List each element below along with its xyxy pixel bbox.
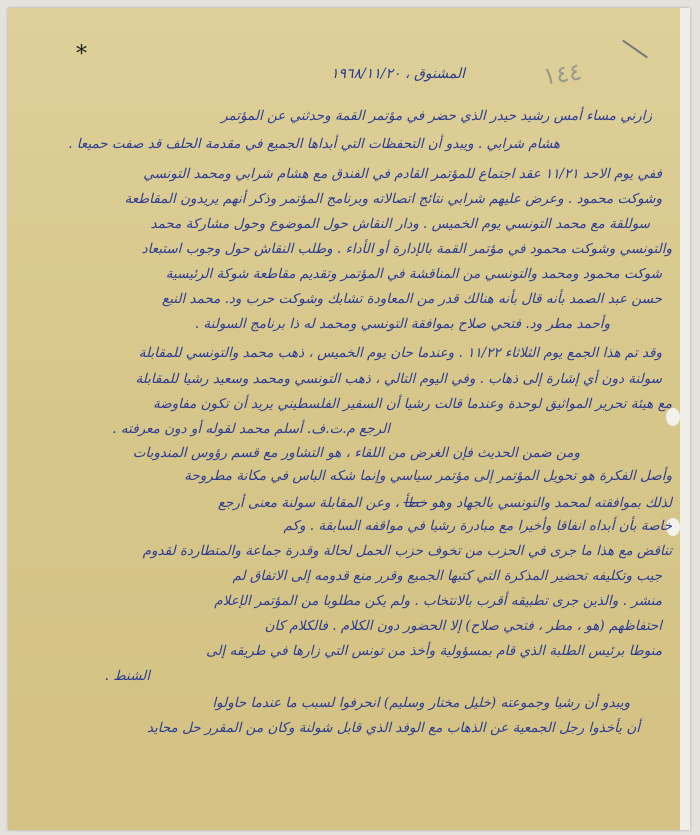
- document-page: [8, 8, 690, 830]
- handwritten-line: سوللقة مع محمد التونسي يوم الخميس . ودار النقاش حول الموضوع وحول مشاركة محمد: [150, 216, 650, 232]
- handwritten-line: حسن عبد الصمد بأنه قال بأنه هنالك قدر من المعاودة تشابك وشوكت حرب ود. محمد النبع: [162, 291, 662, 307]
- handwritten-line: الشنط .: [104, 668, 150, 684]
- handwritten-line: أن يأخذوا رجل الجمعية عن الذهاب مع الوفد الذي قابل شولنة وكان من المقرر حل محايد: [146, 720, 640, 736]
- handwritten-line: والتونسي وشوكت محمود في مؤتمر القمة بالإدارة أو الأداء . وطلب النقاش حول وجوب استبعاد: [141, 241, 672, 257]
- handwritten-line: شوكت محمود ومحمد والتونسي من المناقشة في المؤتمر وتقديم مقاطعة شوكة الرئيسية: [165, 266, 662, 282]
- handwritten-line: ففي يوم الاحد ١١/٢١ عقد اجتماع للمؤتمر القادم في الفندق مع هشام شرابي ومحمد التونسي: [143, 166, 662, 182]
- handwritten-line: تناقض مع هذا ما جرى في الحزب من تخوف حزب الحمل لحالة وقدرة جماعة والمتطاردة لقدوم: [142, 543, 672, 559]
- handwritten-line: لذلك بموافقته لمحمد والتونسي بالجهاد وهو خطأ ، وعن المقابلة سولنة معنى أرجع: [217, 495, 672, 511]
- paper-edge: [680, 8, 690, 830]
- handwritten-line: وأحمد مطر ود. فتحي صلاح بموافقة التونسي ومحمد له ذا برنامج السولنة .: [194, 316, 610, 332]
- handwritten-line: وشوكت محمود . وعرض عليهم شرابي نتائج اتصالاته وبرنامج المؤتمر وذكر أنهم يريدون المقاطعة: [124, 191, 662, 207]
- handwritten-line: منوطا برئيس الطلبة الذي قام بمسؤولية وأخذ من تونس التي زارها في طريقه إلى: [206, 643, 662, 659]
- struck-word: خطأ: [403, 495, 428, 511]
- handwritten-line: منشر . والذين جرى تطبيقه أقرب بالانتخاب . ولم يكن مطلوبا من المؤتمر الإعلام: [214, 593, 662, 609]
- handwritten-line: سولنة دون أي إشارة إلى ذهاب . وفي اليوم التالي ، ذهب التونسي ومحمد وسعيد رشيا للمقابلة: [135, 371, 662, 387]
- handwritten-line: مع هيئة تحرير المواثيق لوحدة وعندما قالت رشيا أن السفير الفلسطيني يريد أن تكون مفاوضة: [152, 396, 672, 412]
- handwritten-line: ومن ضمن الحديث فإن الغرض من اللقاء ، هو التشاور مع قسم رؤوس المندوبات: [132, 445, 580, 461]
- handwritten-line: وقد تم هذا الجمع يوم الثلاثاء ١١/٢٢ . وعندما حان يوم الخميس ، ذهب محمد والتونسي للمقابلة: [138, 345, 662, 361]
- document-header: المشنوق ، ١٩٦٨/١١/٢٠: [330, 66, 466, 82]
- asterisk-mark: *: [76, 42, 87, 67]
- handwritten-line: الرجع م.ت.ف. أسلم محمد لقوله أو دون معرفته .: [112, 421, 390, 437]
- handwritten-line: احتفاظهم (هو ، مطر ، فتحي صلاح) إلا الحضور دون الكلام . فالكلام كان: [264, 618, 662, 634]
- handwritten-line: ويبدو أن رشيا وجموعته (خليل مختار وسليم) انحرفوا لسبب ما عندما حاولوا: [212, 695, 630, 711]
- handwritten-line: وأصل الفكرة هو تحويل المؤتمر إلى مؤتمر سياسي وإنما شكه الباس في مكانة مطروحة: [184, 468, 672, 484]
- handwritten-line: خاصة بأن أبداه انفاقا وأخيرا مع مبادرة رشيا في مواقفه السابقة . وكم: [283, 518, 672, 534]
- pencil-mark: [622, 40, 648, 59]
- handwritten-line: زارني مساء أمس رشيد حيدر الذي حضر في مؤتمر القمة وحدثني عن المؤتمر: [221, 108, 652, 124]
- handwritten-line: هشام شرابي . ويبدو أن التحفظات التي أبداها الجميع في مقدمة الحلف قد صفت حميعا .: [68, 136, 560, 152]
- handwritten-line: جيب وتكليفه تحضير المذكرة التي كتبها الجميع وقرر منع قدومه إلى الاتفاق لم: [232, 568, 662, 584]
- page-number: ١٤٤: [541, 57, 584, 91]
